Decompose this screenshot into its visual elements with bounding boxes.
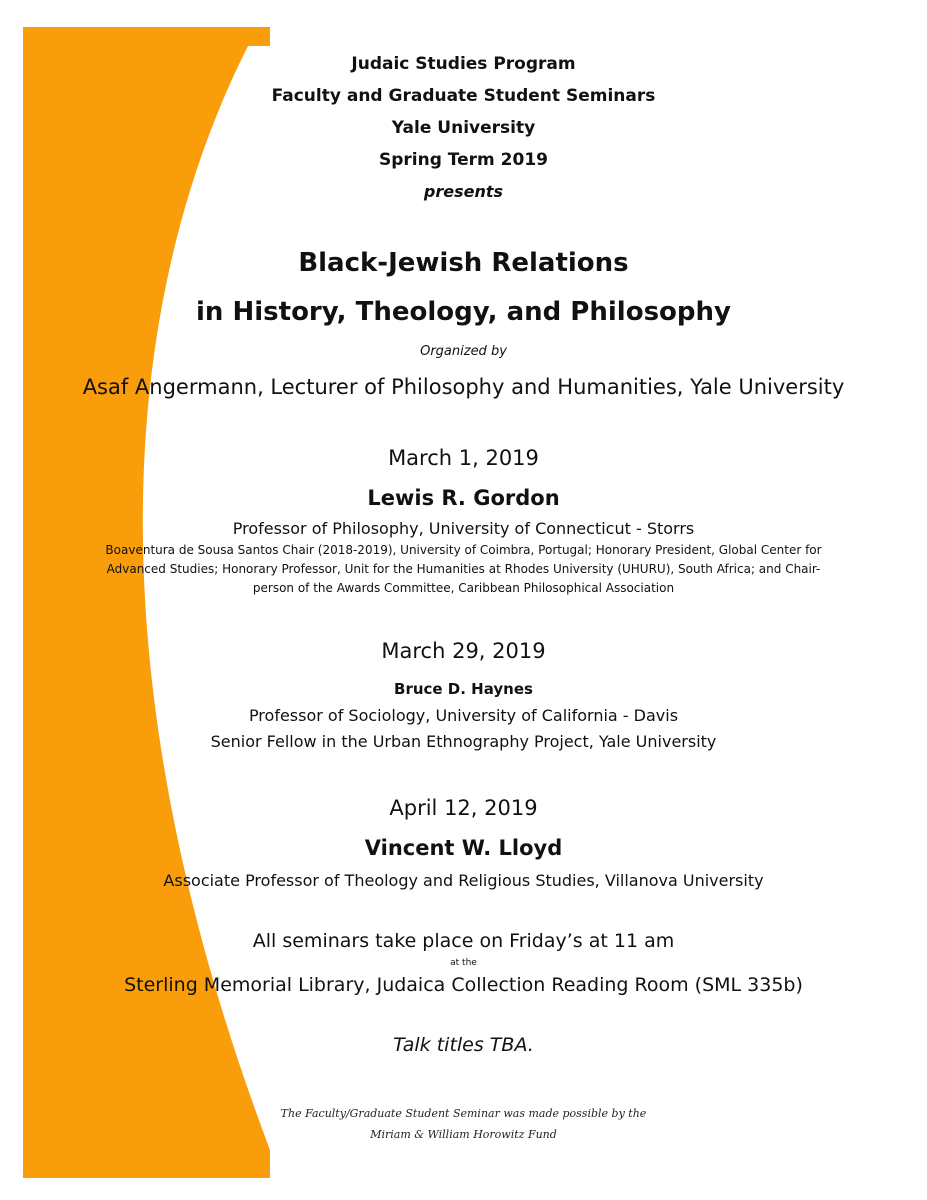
presents-label: presents [423,182,504,201]
schedule-note: All seminars take place on Friday’s at 11 am [252,930,675,952]
talk-titles-note: Talk titles TBA. [393,1034,534,1056]
seminar-series: Faculty and Graduate Student Seminars [271,86,656,106]
event-title-line1: Black-Jewish Relations [298,248,629,278]
organized-by-label: Organized by [420,344,507,359]
venue-location: Sterling Memorial Library, Judaica Collection Reading Room (SML 335b) [124,974,803,996]
seminar-date: March 29, 2019 [381,639,546,663]
funding-note-line2: Miriam & William Horowitz Fund [370,1128,557,1141]
seminar-date: April 12, 2019 [389,796,538,820]
organizer-name: Asaf Angermann, Lecturer of Philosophy and Humanities, Yale University [82,375,845,399]
at-the-label: at the [450,958,477,968]
university-name: Yale University [391,118,536,138]
speaker-name: Vincent W. Lloyd [364,836,563,860]
speaker-position: Associate Professor of Theology and Religious Studies, Villanova University [163,871,764,890]
program-name: Judaic Studies Program [351,54,576,74]
speaker-position-secondary: Senior Fellow in the Urban Ethnography Project, Yale University [210,732,717,751]
speaker-details-line: person of the Awards Committee, Caribbean Philosophical Association [252,581,675,595]
seminar-date: March 1, 2019 [388,446,539,470]
speaker-name: Bruce D. Haynes [394,680,533,698]
speaker-name: Lewis R. Gordon [367,486,560,510]
term-label: Spring Term 2019 [378,150,548,170]
speaker-details-line: Advanced Studies; Honorary Professor, Unit for the Humanities at Rhodes University (UHURU), South Africa; and Chair- [106,562,821,576]
event-title-line2: in History, Theology, and Philosophy [196,297,731,327]
speaker-position: Professor of Philosophy, University of Connecticut - Storrs [232,519,695,538]
speaker-details-line: Boaventura de Sousa Santos Chair (2018-2019), University of Coimbra, Portugal; Honorary President, Global Center for [105,543,822,557]
funding-note-line1: The Faculty/Graduate Student Seminar was made possible by the [280,1107,647,1120]
speaker-position: Professor of Sociology, University of California - Davis [248,706,679,725]
